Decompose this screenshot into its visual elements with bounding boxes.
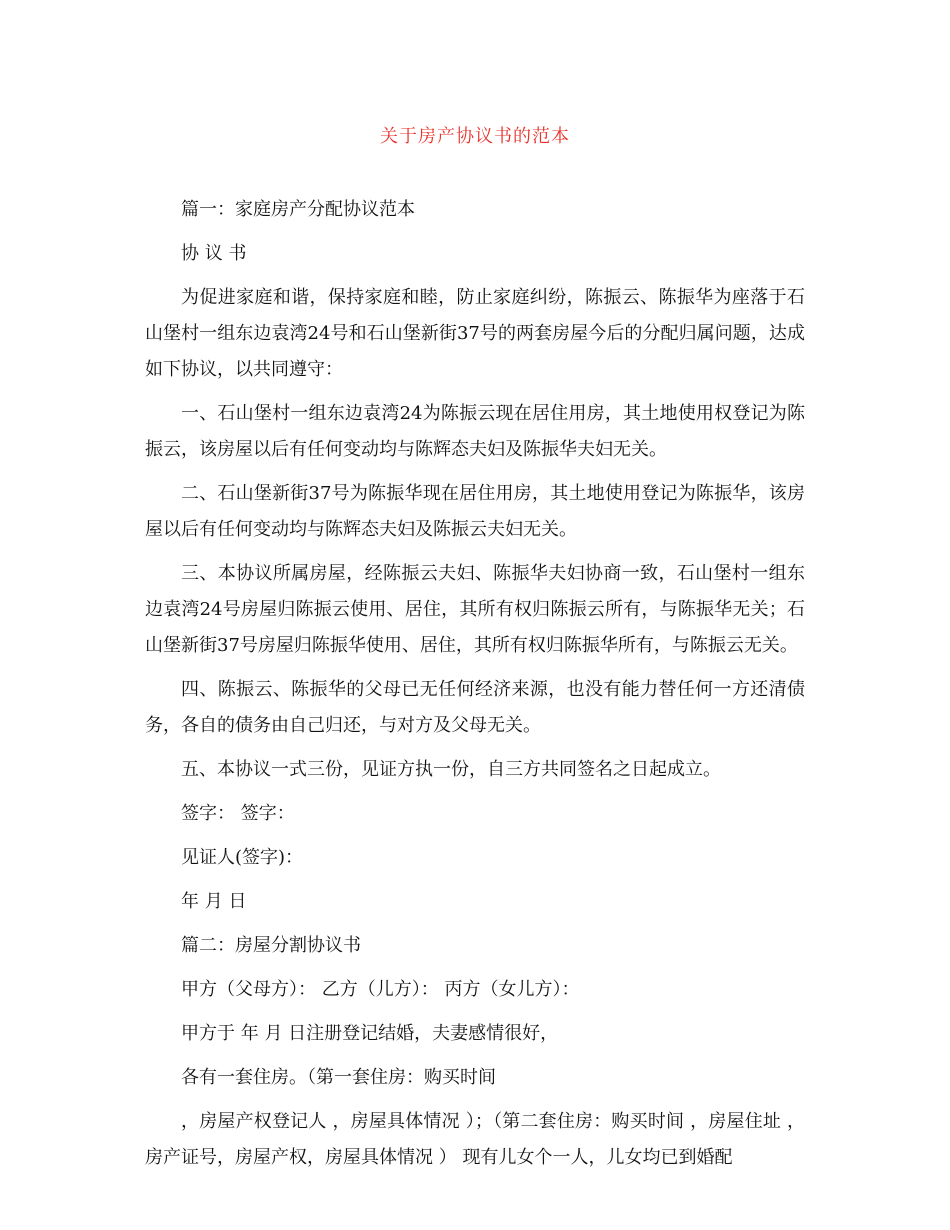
section-heading-2: 篇二：房屋分割协议书 (181, 935, 361, 956)
marriage-line: 甲方于 年 月 日注册登记结婚，夫妻感情很好， (181, 1023, 559, 1044)
document-body (145, 192, 805, 1184)
housing-line: 各有一套住房。（第一套住房：购买时间 (181, 1067, 496, 1088)
clause-1: 一、石山堡村一组东边袁湾24为陈振云现在居住用房，其土地使用权登记为陈振云，该房屋以后有任何变动均与陈辉态夫妇及陈振华夫妇无关。 (145, 403, 805, 460)
clause-4: 四、陈振云、陈振华的父母已无任何经济来源，也没有能力替任何一方还清债务，各自的债务由自己归还，与对方及父母无关。 (145, 679, 805, 736)
housing-details: ，房屋产权登记人 ，房屋具体情况 ）；（第二套住房：购买时间 ，房屋住址 ，房产证号，房屋产权，房屋具体情况 ） 现有儿女个一人，儿女均已到婚配 (145, 1111, 805, 1168)
document-title: 关于房产协议书的范本 (380, 126, 570, 147)
clause-3: 三、本协议所属房屋，经陈振云夫妇、陈振华夫妇协商一致，石山堡村一组东边袁湾24号房屋归陈振云使用、居住，其所有权归陈振云所有，与陈振华无关；石山堡新街37号房屋归陈振华使用、居住，其所有权归陈振华所有，与陈振云无关。 (145, 563, 805, 656)
signature-line: 签字： 签字： (181, 803, 295, 824)
paragraph-intro: 为促进家庭和谐，保持家庭和睦，防止家庭纠纷，陈振云、陈振华为座落于石山堡村一组东边袁湾24号和石山堡新街37号的两套房屋今后的分配归属问题，达成如下协议，以共同遵守： (145, 287, 805, 380)
clause-5: 五、本协议一式三份，见证方执一份，自三方共同签名之日起成立。 (181, 759, 721, 780)
clause-2: 二、石山堡新街37号为陈振华现在居住用房，其土地使用登记为陈振华，该房屋以后有任何变动均与陈辉态夫妇及陈振云夫妇无关。 (145, 483, 805, 540)
date-line: 年 月 日 (181, 891, 247, 912)
section-heading-1: 篇一：家庭房产分配协议范本 (181, 199, 415, 220)
witness-line: 见证人(签字)： (181, 847, 304, 868)
agreement-heading: 协 议 书 (181, 243, 247, 264)
parties-line: 甲方（父母方）： 乙方（儿方）： 丙方（女儿方）： (181, 979, 580, 1000)
